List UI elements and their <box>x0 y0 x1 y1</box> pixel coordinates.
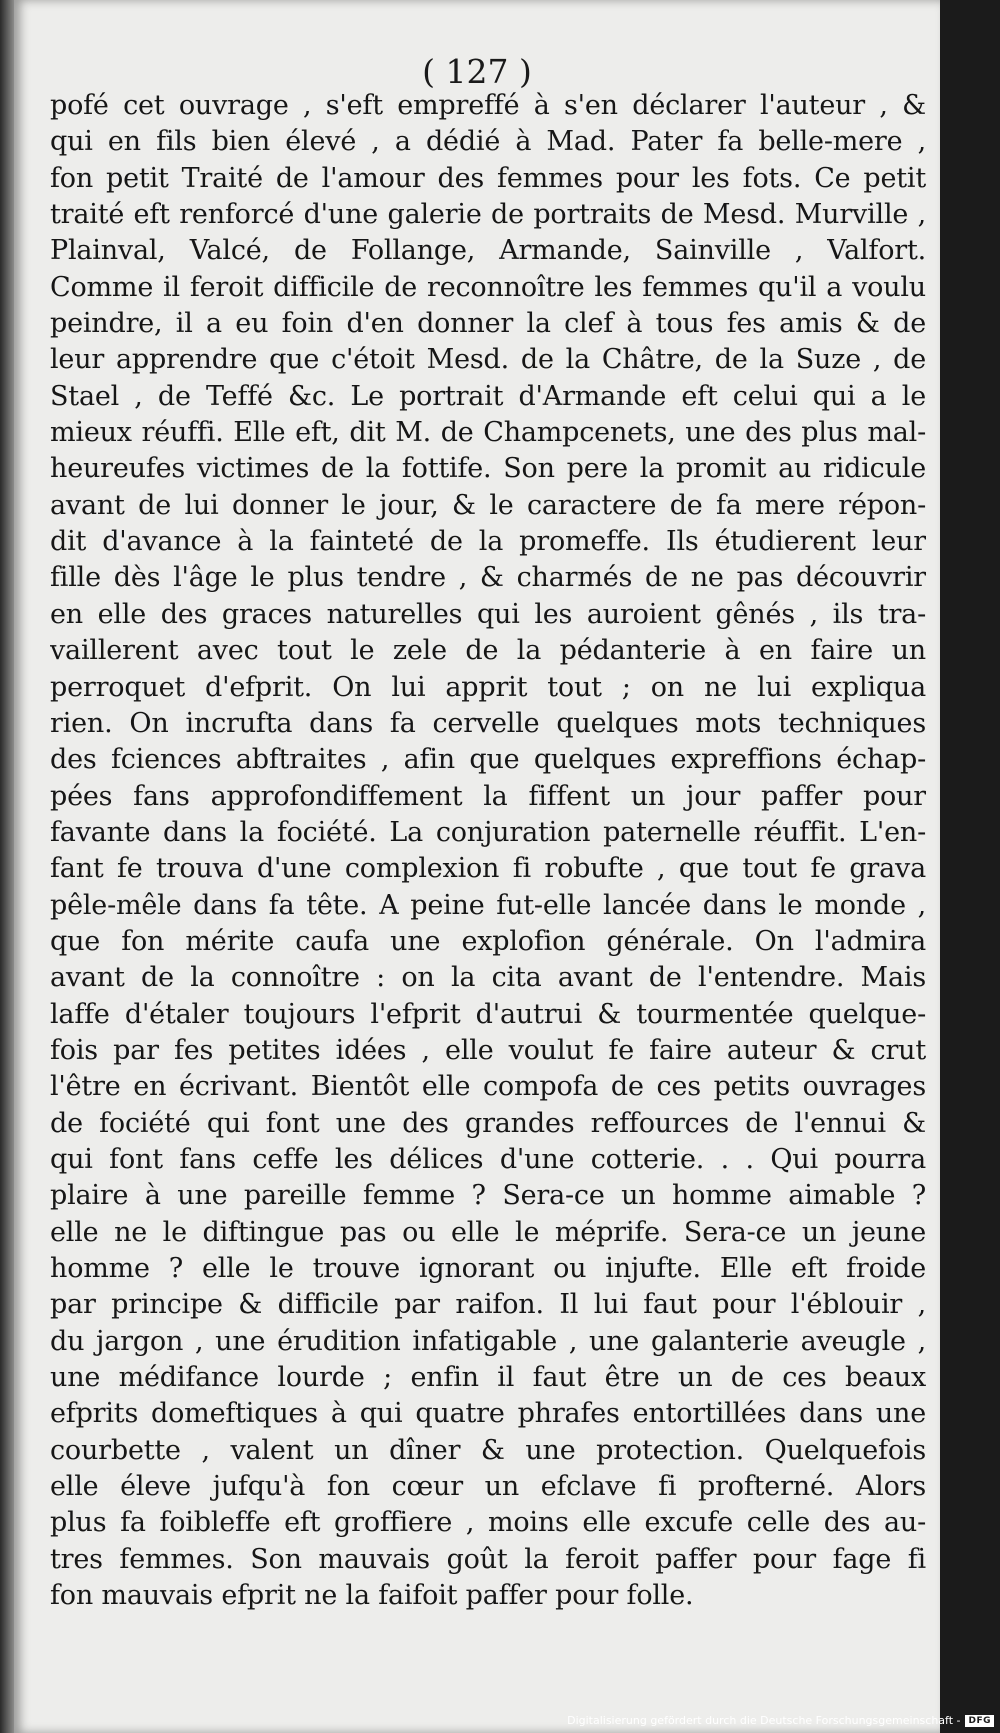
text-line: perroquet d'efprit. On lui apprit tout ; on ne lui expliqua <box>50 671 926 703</box>
text-line: du jargon , une érudition infatigable , une galanterie aveugle , <box>50 1325 926 1357</box>
page-number: ( 127 ) <box>422 52 532 91</box>
text-line: des fciences abftraites , afin que quelques expreffions échap- <box>50 744 926 776</box>
text-line: mieux réuffi. Elle eft, dit M. de Champcenets, une des plus mal- <box>50 417 926 449</box>
text-line: avant de lui donner le jour, & le caractere de fa mere répon- <box>50 489 926 521</box>
text-line: homme ? elle le trouve ignorant ou injufte. Elle eft froide <box>50 1253 926 1284</box>
text-line: une médifance lourde ; enfin il faut être un de ces beaux <box>50 1362 926 1394</box>
body-text <box>50 88 926 1614</box>
digitization-credit <box>567 1714 994 1727</box>
text-line: plaire à une pareille femme ? Sera-ce un homme aimable ? <box>50 1180 926 1212</box>
text-line: pofé cet ouvrage , s'eft empreffé à s'en déclarer l'auteur , & <box>50 90 926 121</box>
text-line: tres femmes. Son mauvais goût la feroit paffer pour fage fi <box>50 1543 926 1575</box>
text-line: peindre, il a eu foin d'en donner la clef à tous fes amis & de <box>50 308 926 340</box>
text-line: par principe & difficile par raifon. Il lui faut pour l'éblouir , <box>50 1289 926 1321</box>
text-line: heureufes victimes de la fottife. Son pere la promit au ridicule <box>50 453 926 485</box>
text-line: de fociété qui font une des grandes reffources de l'ennui & <box>50 1107 926 1139</box>
text-line: Comme il feroit difficile de reconnoître les femmes qu'il a voulu <box>50 271 926 303</box>
text-line: que fon mérite caufa une explofion générale. On l'admira <box>50 925 926 957</box>
text-line: Plainval, Valcé, de Follange, Armande, Sainville , Valfort. <box>50 235 926 267</box>
text-line: elle éleve jufqu'à fon cœur un efclave fi profterné. Alors <box>50 1471 926 1503</box>
text-line: Stael , de Teffé &c. Le portrait d'Armande eft celui qui a le <box>50 380 926 412</box>
text-line: vaillerent avec tout le zele de la pédanterie à en faire un <box>50 635 926 667</box>
text-line: courbette , valent un dîner & une protection. Quelquefois <box>50 1434 926 1466</box>
text-line: avant de la connoître : on la cita avant de l'entendre. Mais <box>50 962 926 994</box>
credit-text: Digitalisierung gefördert durch die Deutsche Forschungsgemeinschaft - <box>567 1714 961 1727</box>
text-line: plus fa foibleffe eft groffiere , moins elle excufe celle des au- <box>50 1507 926 1539</box>
text-line: qui font fans ceffe les délices d'une cotterie. . . Qui pourra <box>50 1143 926 1175</box>
text-line: dit d'avance à la fainteté de la promeffe. Ils étudierent leur <box>50 526 926 558</box>
text-line: efprits domeftiques à qui quatre phrafes entortillées dans une <box>50 1398 926 1430</box>
text-line: leur apprendre que c'étoit Mesd. de la Châtre, de la Suze , de <box>50 344 926 376</box>
text-line: fant fe trouva d'une complexion fi robufte , que tout fe grava <box>50 853 926 885</box>
text-line: fon mauvais efprit ne la faifoit paffer pour folle. <box>50 1580 694 1612</box>
text-line: en elle des graces naturelles qui les auroient gênés , ils tra- <box>50 598 926 630</box>
text-line: laffe d'étaler toujours l'efprit d'autrui & tourmentée quelque- <box>50 998 926 1030</box>
text-line: fon petit Traité de l'amour des femmes pour les fots. Ce petit <box>50 162 926 194</box>
text-line: fois par fes petites idées , elle voulut fe faire auteur & crut <box>50 1034 926 1066</box>
text-line: pées fans approfondiffement la fiffent un jour paffer pour <box>50 780 926 812</box>
text-line: traité eft renforcé d'une galerie de portraits de Mesd. Murville , <box>50 199 926 231</box>
text-line: rien. On incrufta dans fa cervelle quelques mots techniques <box>50 707 926 739</box>
text-line: fille dès l'âge le plus tendre , & charmés de ne pas découvrir <box>50 562 926 594</box>
scanned-page <box>14 0 940 1733</box>
text-line: l'être en écrivant. Bientôt elle compofa de ces petits ouvrages <box>50 1071 926 1103</box>
text-line: pêle-mêle dans fa tête. A peine fut-elle lancée dans le monde , <box>50 889 926 921</box>
text-line: favante dans la fociété. La conjuration paternelle réuffit. L'en- <box>50 816 926 848</box>
text-line: elle ne le diftingue pas ou elle le méprife. Sera-ce un jeune <box>50 1216 926 1248</box>
dfg-logo: DFG <box>965 1715 994 1727</box>
text-line: qui en fils bien élevé , a dédié à Mad. Pater fa belle-mere , <box>50 126 926 158</box>
scan-margin <box>940 0 1000 1733</box>
